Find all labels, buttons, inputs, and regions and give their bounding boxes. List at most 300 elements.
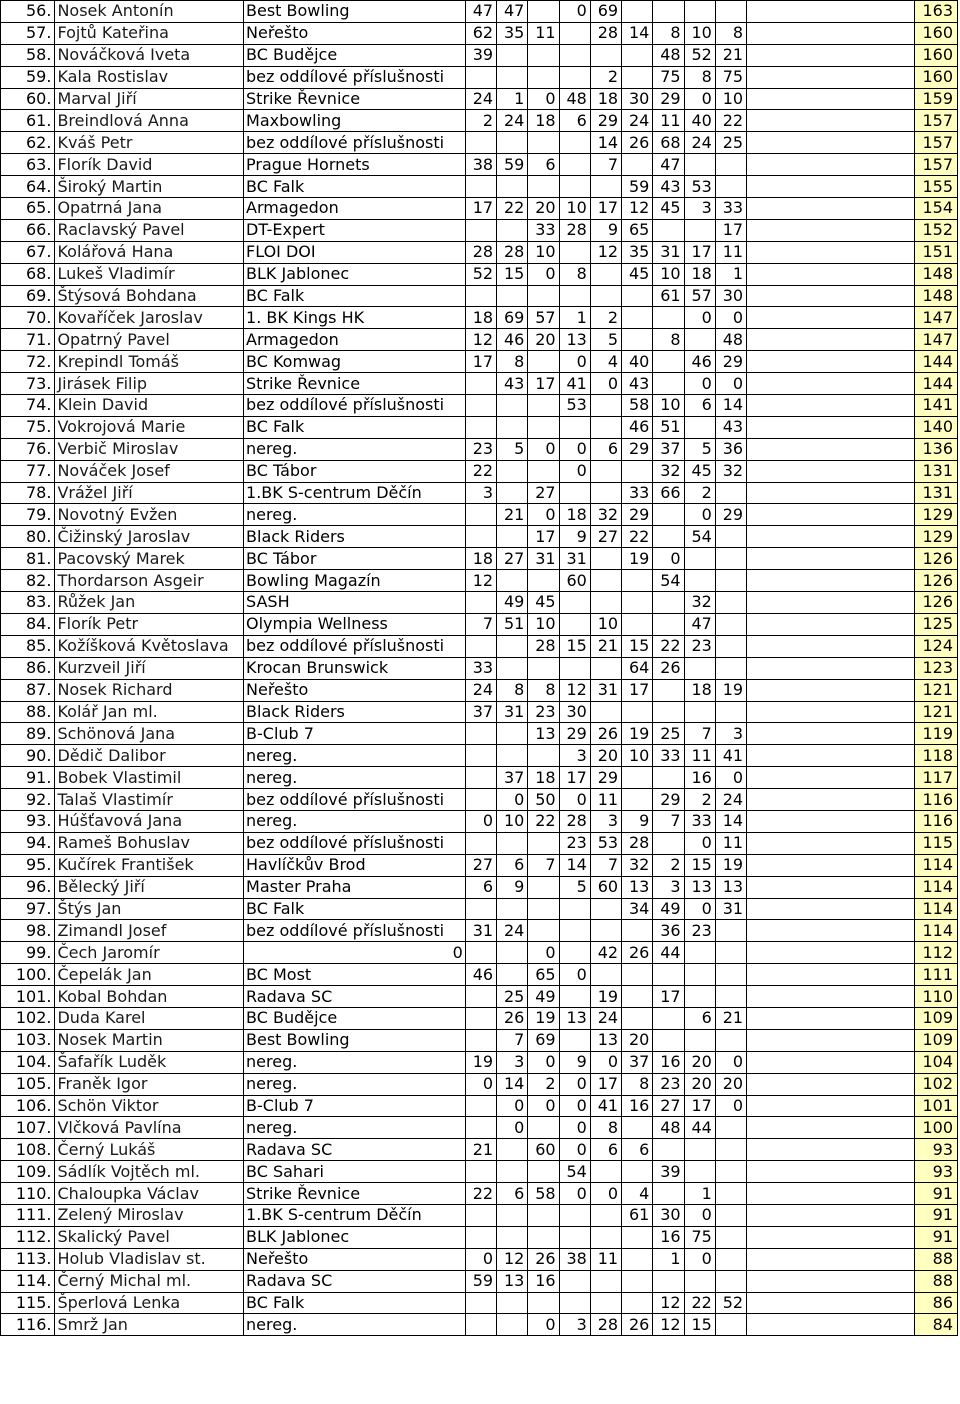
total-cell: 86 xyxy=(914,1292,958,1314)
score-cell: 29 xyxy=(622,438,653,460)
score-cell xyxy=(653,1139,684,1161)
score-cell xyxy=(747,154,914,176)
total-cell: 129 xyxy=(914,504,958,526)
player-name: Kobal Bohdan xyxy=(55,986,244,1008)
score-cell: 54 xyxy=(559,1161,590,1183)
score-cell: 46 xyxy=(684,351,715,373)
score-cell xyxy=(747,1051,914,1073)
total-cell: 163 xyxy=(914,1,958,23)
score-cell: 59 xyxy=(622,176,653,198)
score-cell: 13 xyxy=(715,876,746,898)
score-cell xyxy=(497,526,528,548)
score-cell: 52 xyxy=(684,44,715,66)
score-cell: 33 xyxy=(465,657,496,679)
score-cell: 12 xyxy=(653,1292,684,1314)
table-row xyxy=(1,1161,958,1183)
club-name: nereg. xyxy=(244,1051,466,1073)
score-cell: 21 xyxy=(590,635,621,657)
score-cell: 62 xyxy=(465,22,496,44)
score-cell: 20 xyxy=(684,1073,715,1095)
score-cell: 22 xyxy=(497,198,528,220)
score-cell: 18 xyxy=(465,307,496,329)
score-cell xyxy=(559,898,590,920)
player-name: Široký Martin xyxy=(55,176,244,198)
table-row xyxy=(1,1226,958,1248)
score-cell xyxy=(622,285,653,307)
score-cell: 26 xyxy=(622,132,653,154)
score-cell: 17 xyxy=(590,1073,621,1095)
score-cell: 3 xyxy=(684,198,715,220)
score-cell xyxy=(622,1248,653,1270)
total-cell: 123 xyxy=(914,657,958,679)
rank-cell: 95. xyxy=(1,854,55,876)
score-cell xyxy=(622,154,653,176)
score-cell: 19 xyxy=(715,679,746,701)
score-cell: 11 xyxy=(590,789,621,811)
player-name: Šafařík Luděk xyxy=(55,1051,244,1073)
total-cell: 126 xyxy=(914,570,958,592)
score-cell xyxy=(559,132,590,154)
score-cell xyxy=(653,526,684,548)
score-cell xyxy=(465,1117,496,1139)
score-cell: 65 xyxy=(528,964,559,986)
score-cell: 0 xyxy=(559,1095,590,1117)
score-cell xyxy=(653,1270,684,1292)
rank-cell: 116. xyxy=(1,1314,55,1336)
score-cell xyxy=(528,1204,559,1226)
club-name: bez oddílové příslušnosti xyxy=(244,920,466,942)
score-cell: 3 xyxy=(465,482,496,504)
player-name: Kváš Petr xyxy=(55,132,244,154)
score-cell xyxy=(715,592,746,614)
score-cell xyxy=(465,898,496,920)
score-cell: 5 xyxy=(559,876,590,898)
score-cell: 0 xyxy=(684,832,715,854)
score-cell xyxy=(590,285,621,307)
score-cell: 48 xyxy=(715,329,746,351)
score-cell: 17 xyxy=(684,1095,715,1117)
score-cell: 6 xyxy=(622,1139,653,1161)
score-cell: 43 xyxy=(653,176,684,198)
score-cell: 51 xyxy=(653,416,684,438)
player-name: Florík Petr xyxy=(55,613,244,635)
score-cell: 69 xyxy=(528,1029,559,1051)
score-cell: 41 xyxy=(590,1095,621,1117)
score-cell xyxy=(747,132,914,154)
table-row xyxy=(1,789,958,811)
score-cell xyxy=(465,1095,496,1117)
table-row xyxy=(1,88,958,110)
score-cell: 75 xyxy=(715,66,746,88)
score-cell: 16 xyxy=(653,1226,684,1248)
score-cell xyxy=(747,219,914,241)
rank-cell: 108. xyxy=(1,1139,55,1161)
table-row xyxy=(1,110,958,132)
score-cell: 0 xyxy=(684,1204,715,1226)
score-cell: 25 xyxy=(497,986,528,1008)
score-cell xyxy=(559,482,590,504)
total-cell: 147 xyxy=(914,329,958,351)
score-cell xyxy=(497,176,528,198)
score-cell: 59 xyxy=(465,1270,496,1292)
score-cell: 0 xyxy=(497,1095,528,1117)
score-cell xyxy=(747,1029,914,1051)
player-name: Čepelák Jan xyxy=(55,964,244,986)
score-cell xyxy=(747,1248,914,1270)
table-row xyxy=(1,832,958,854)
player-name: Černý Lukáš xyxy=(55,1139,244,1161)
score-cell xyxy=(590,964,621,986)
score-cell: 48 xyxy=(653,44,684,66)
total-cell: 140 xyxy=(914,416,958,438)
total-cell: 118 xyxy=(914,745,958,767)
score-cell: 15 xyxy=(497,263,528,285)
score-cell xyxy=(715,1139,746,1161)
score-cell xyxy=(497,219,528,241)
score-cell xyxy=(653,832,684,854)
score-cell xyxy=(590,898,621,920)
score-cell xyxy=(622,1161,653,1183)
score-cell: 5 xyxy=(590,329,621,351)
rank-cell: 99. xyxy=(1,942,55,964)
rank-cell: 100. xyxy=(1,964,55,986)
club-name: BLK Jablonec xyxy=(244,1226,466,1248)
score-cell xyxy=(715,964,746,986)
rank-cell: 94. xyxy=(1,832,55,854)
player-name: Vrážel Jiří xyxy=(55,482,244,504)
table-row xyxy=(1,1007,958,1029)
score-cell xyxy=(497,1226,528,1248)
score-cell: 33 xyxy=(653,745,684,767)
player-name: Florík David xyxy=(55,154,244,176)
score-cell: 7 xyxy=(528,854,559,876)
score-cell: 32 xyxy=(684,592,715,614)
score-cell: 6 xyxy=(684,395,715,417)
table-row xyxy=(1,657,958,679)
score-cell: 51 xyxy=(497,613,528,635)
score-cell: 47 xyxy=(497,1,528,23)
score-cell xyxy=(747,789,914,811)
score-cell xyxy=(497,657,528,679)
score-cell: 24 xyxy=(465,88,496,110)
score-cell: 6 xyxy=(590,438,621,460)
score-cell: 19 xyxy=(528,1007,559,1029)
table-row xyxy=(1,44,958,66)
total-cell: 124 xyxy=(914,635,958,657)
score-cell xyxy=(497,416,528,438)
total-cell: 121 xyxy=(914,701,958,723)
score-cell: 15 xyxy=(684,1314,715,1336)
score-cell: 24 xyxy=(590,1007,621,1029)
score-cell: 31 xyxy=(559,548,590,570)
player-name: Schönová Jana xyxy=(55,723,244,745)
score-cell: 18 xyxy=(528,110,559,132)
score-cell: 75 xyxy=(653,66,684,88)
score-cell: 0 xyxy=(684,504,715,526)
total-cell: 160 xyxy=(914,22,958,44)
table-row xyxy=(1,373,958,395)
score-cell xyxy=(622,1292,653,1314)
score-cell: 38 xyxy=(559,1248,590,1270)
score-cell: 43 xyxy=(715,416,746,438)
score-cell xyxy=(528,66,559,88)
score-cell: 9 xyxy=(590,219,621,241)
score-cell xyxy=(747,1117,914,1139)
score-cell: 6 xyxy=(497,854,528,876)
score-cell: 33 xyxy=(622,482,653,504)
score-cell: 37 xyxy=(497,767,528,789)
score-cell: 43 xyxy=(622,373,653,395)
score-cell xyxy=(715,1226,746,1248)
rank-cell: 110. xyxy=(1,1183,55,1205)
total-cell: 155 xyxy=(914,176,958,198)
score-cell xyxy=(497,395,528,417)
score-cell xyxy=(684,1161,715,1183)
score-cell: 17 xyxy=(622,679,653,701)
player-name: Čižinský Jaroslav xyxy=(55,526,244,548)
score-cell: 0 xyxy=(465,1248,496,1270)
rank-cell: 56. xyxy=(1,1,55,23)
rank-cell: 91. xyxy=(1,767,55,789)
score-cell: 2 xyxy=(684,482,715,504)
score-cell: 40 xyxy=(622,351,653,373)
score-cell xyxy=(622,44,653,66)
score-cell: 10 xyxy=(528,613,559,635)
score-cell: 6 xyxy=(528,154,559,176)
score-cell: 59 xyxy=(497,154,528,176)
total-cell: 144 xyxy=(914,351,958,373)
player-name: Kala Rostislav xyxy=(55,66,244,88)
score-cell xyxy=(622,1,653,23)
score-cell xyxy=(590,701,621,723)
score-cell xyxy=(465,132,496,154)
score-cell xyxy=(684,986,715,1008)
score-cell: 22 xyxy=(715,110,746,132)
player-name: Pacovský Marek xyxy=(55,548,244,570)
score-cell xyxy=(590,570,621,592)
score-cell: 14 xyxy=(622,22,653,44)
score-cell: 0 xyxy=(559,964,590,986)
club-name: Olympia Wellness xyxy=(244,613,466,635)
table-row xyxy=(1,1117,958,1139)
score-cell xyxy=(590,657,621,679)
score-cell: 37 xyxy=(653,438,684,460)
score-cell: 53 xyxy=(590,832,621,854)
player-name: Marval Jiří xyxy=(55,88,244,110)
total-cell: 131 xyxy=(914,482,958,504)
score-cell xyxy=(715,986,746,1008)
score-cell xyxy=(747,176,914,198)
score-cell: 60 xyxy=(590,876,621,898)
score-cell: 20 xyxy=(528,198,559,220)
total-cell: 160 xyxy=(914,66,958,88)
score-cell: 28 xyxy=(590,1314,621,1336)
score-cell: 53 xyxy=(684,176,715,198)
club-name: B-Club 7 xyxy=(244,1095,466,1117)
score-cell xyxy=(747,438,914,460)
score-cell: 8 xyxy=(684,66,715,88)
score-cell: 16 xyxy=(684,767,715,789)
score-cell xyxy=(528,1161,559,1183)
score-cell: 4 xyxy=(590,351,621,373)
score-cell xyxy=(715,1117,746,1139)
score-cell xyxy=(715,613,746,635)
score-cell: 17 xyxy=(715,219,746,241)
club-name: Master Praha xyxy=(244,876,466,898)
score-cell: 23 xyxy=(559,832,590,854)
score-cell: 36 xyxy=(715,438,746,460)
score-cell: 14 xyxy=(497,1073,528,1095)
table-row xyxy=(1,395,958,417)
score-cell: 10 xyxy=(653,395,684,417)
score-cell: 45 xyxy=(653,198,684,220)
score-cell xyxy=(559,613,590,635)
score-cell xyxy=(715,1204,746,1226)
score-cell xyxy=(465,1161,496,1183)
score-cell: 18 xyxy=(528,767,559,789)
table-row xyxy=(1,438,958,460)
score-cell: 20 xyxy=(622,1029,653,1051)
score-cell: 39 xyxy=(465,44,496,66)
score-cell: 0 xyxy=(559,1139,590,1161)
score-cell: 69 xyxy=(497,307,528,329)
score-cell xyxy=(559,22,590,44)
rank-cell: 63. xyxy=(1,154,55,176)
score-cell: 0 xyxy=(528,504,559,526)
score-cell xyxy=(559,66,590,88)
score-cell xyxy=(684,942,715,964)
player-name: Talaš Vlastimír xyxy=(55,789,244,811)
score-cell xyxy=(590,44,621,66)
score-cell: 24 xyxy=(622,110,653,132)
rank-cell: 114. xyxy=(1,1270,55,1292)
score-cell xyxy=(684,701,715,723)
score-cell: 31 xyxy=(590,679,621,701)
score-cell xyxy=(747,1292,914,1314)
player-name: Opatrná Jana xyxy=(55,198,244,220)
score-cell xyxy=(528,351,559,373)
table-row xyxy=(1,635,958,657)
score-cell: 29 xyxy=(559,723,590,745)
score-cell: 0 xyxy=(590,1183,621,1205)
score-cell: 22 xyxy=(684,1292,715,1314)
rank-cell: 87. xyxy=(1,679,55,701)
score-cell xyxy=(590,1292,621,1314)
score-cell: 13 xyxy=(622,876,653,898)
score-cell: 31 xyxy=(528,548,559,570)
score-cell xyxy=(559,1226,590,1248)
score-cell xyxy=(590,1161,621,1183)
score-cell: 4 xyxy=(622,1183,653,1205)
table-row xyxy=(1,482,958,504)
table-row xyxy=(1,460,958,482)
score-cell: 3 xyxy=(559,745,590,767)
score-cell: 47 xyxy=(684,613,715,635)
score-cell xyxy=(684,416,715,438)
table-row xyxy=(1,219,958,241)
score-cell xyxy=(528,176,559,198)
table-row xyxy=(1,1,958,23)
score-cell xyxy=(497,570,528,592)
score-cell: 29 xyxy=(590,110,621,132)
score-cell: 0 xyxy=(528,1314,559,1336)
score-cell xyxy=(497,745,528,767)
score-cell: 30 xyxy=(559,701,590,723)
score-cell: 0 xyxy=(715,373,746,395)
club-name: B-Club 7 xyxy=(244,723,466,745)
score-cell: 24 xyxy=(684,132,715,154)
score-cell xyxy=(528,44,559,66)
score-cell xyxy=(747,460,914,482)
score-cell xyxy=(684,154,715,176)
score-cell xyxy=(653,964,684,986)
rank-cell: 59. xyxy=(1,66,55,88)
score-cell: 0 xyxy=(684,88,715,110)
ranking-rows xyxy=(1,1,958,1336)
score-cell xyxy=(528,285,559,307)
rank-cell: 93. xyxy=(1,810,55,832)
score-cell: 12 xyxy=(622,198,653,220)
score-cell xyxy=(465,1314,496,1336)
score-cell: 44 xyxy=(684,1117,715,1139)
score-cell xyxy=(465,1204,496,1226)
rank-cell: 75. xyxy=(1,416,55,438)
score-cell: 54 xyxy=(684,526,715,548)
table-row xyxy=(1,241,958,263)
total-cell: 104 xyxy=(914,1051,958,1073)
score-cell: 0 xyxy=(715,307,746,329)
club-name: nereg. xyxy=(244,1314,466,1336)
score-cell xyxy=(528,920,559,942)
player-name: Dědič Dalibor xyxy=(55,745,244,767)
player-name: Nosek Richard xyxy=(55,679,244,701)
score-cell: 6 xyxy=(684,1007,715,1029)
score-cell: 45 xyxy=(528,592,559,614)
score-cell: 49 xyxy=(528,986,559,1008)
score-cell xyxy=(465,285,496,307)
score-cell: 65 xyxy=(622,219,653,241)
score-cell xyxy=(715,526,746,548)
score-cell: 10 xyxy=(653,263,684,285)
score-cell xyxy=(590,460,621,482)
score-cell: 3 xyxy=(559,1314,590,1336)
rank-cell: 77. xyxy=(1,460,55,482)
club-name: BC Komwag xyxy=(244,351,466,373)
score-cell xyxy=(747,88,914,110)
player-name: Štýs Jan xyxy=(55,898,244,920)
score-cell xyxy=(653,1,684,23)
player-name: Zelený Miroslav xyxy=(55,1204,244,1226)
total-cell: 148 xyxy=(914,263,958,285)
table-row xyxy=(1,526,958,548)
score-cell: 1 xyxy=(715,263,746,285)
table-row xyxy=(1,613,958,635)
score-cell: 52 xyxy=(715,1292,746,1314)
total-cell: 91 xyxy=(914,1204,958,1226)
player-name: Kurzveil Jiří xyxy=(55,657,244,679)
rank-cell: 106. xyxy=(1,1095,55,1117)
score-cell: 10 xyxy=(590,613,621,635)
table-row xyxy=(1,767,958,789)
score-cell xyxy=(747,482,914,504)
score-cell: 32 xyxy=(715,460,746,482)
score-cell: 0 xyxy=(684,1248,715,1270)
player-name: Holub Vladislav st. xyxy=(55,1248,244,1270)
rank-cell: 61. xyxy=(1,110,55,132)
score-cell xyxy=(653,307,684,329)
score-cell xyxy=(715,548,746,570)
score-cell: 43 xyxy=(497,373,528,395)
